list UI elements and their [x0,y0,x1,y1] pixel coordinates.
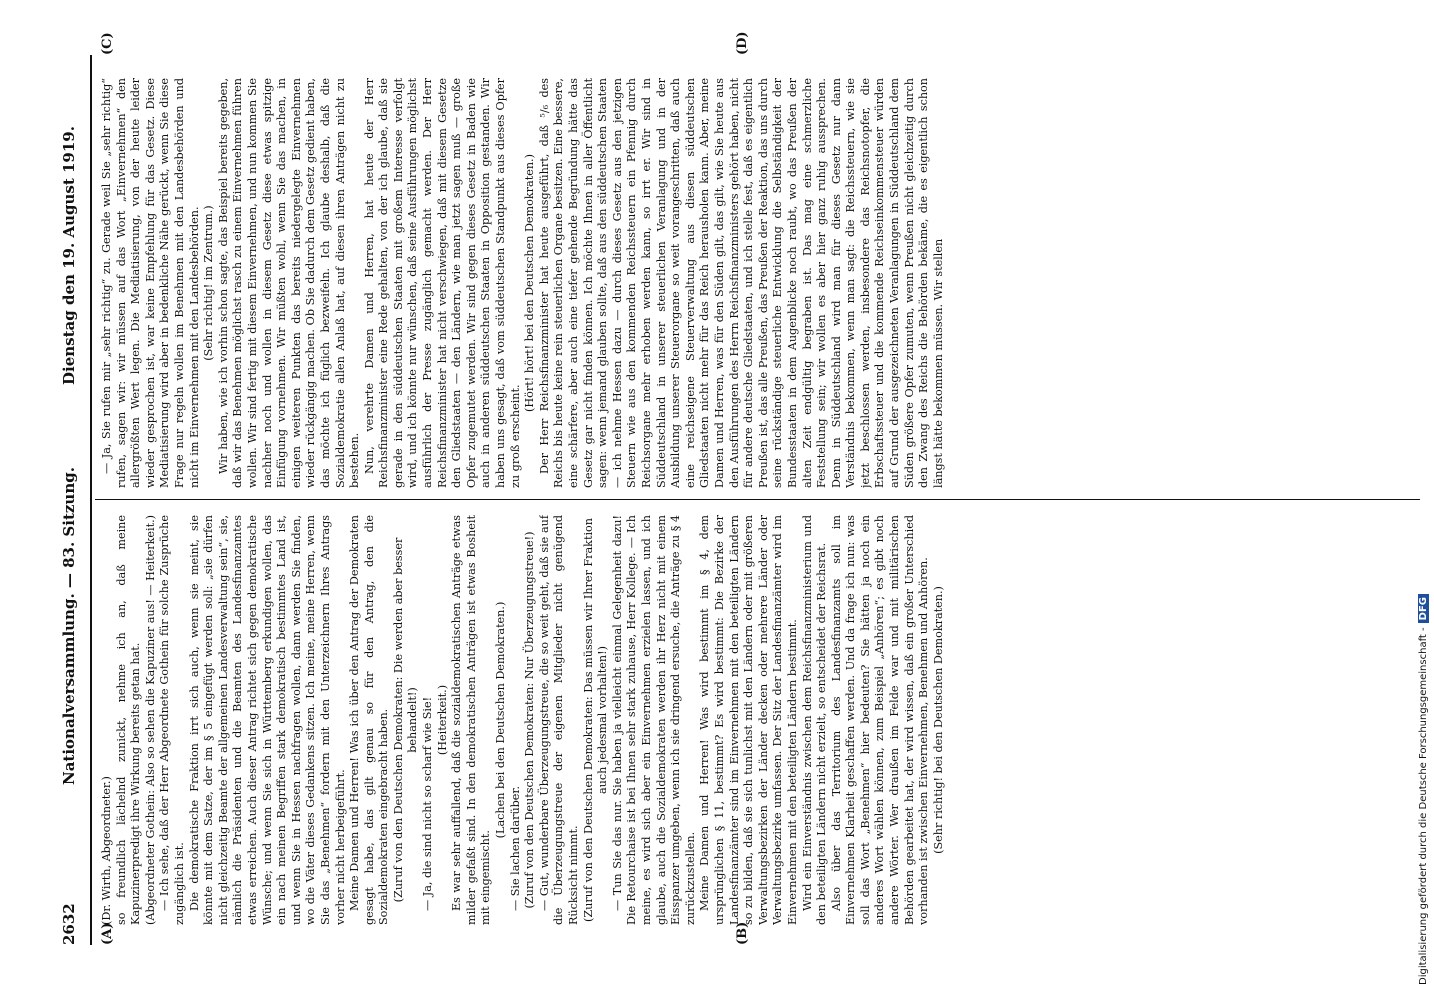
interjection: (Sehr richtig! bei den Deutschen Demokraten.) [931,586,945,854]
interjection: (Heiterkeit.) [435,684,449,756]
paragraph: Also über das Territorium des Landesfinanzamts soll im Einvernehmen Klarheit geschaffen werden. Und da frage ich nun: was soll das Wort „Benehmen“ hier bedeuten? Sie hätten ja noch ein anderes Wort wählen können, zum Beispiel „Anhören“; es gibt noch andere Wörter. Wer draußen im Felde war und mit militärischen Behörden gearbeitet hat, der wird wissen, daß ein großer Unterschied vorhanden ist zwischen Einvernehmen, Benehmen und Anhören. [829,515,931,925]
paragraph: — Gut, wunderbare Überzeugungstreue, die so weit geht, daß sie auf die Überzeugungstreue der eigenen Mitglieder nicht genügend Rücksicht nimmt. [537,515,580,925]
digitization-credit [1418,0,1432,985]
interjection: (Sehr richtig! im Zentrum.) [202,205,216,361]
interjection: (Zuruf von den Deutschen Demokraten: Die werden aber besser behandelt!) [391,537,420,903]
interjection: (Lachen bei den Deutschen Demokraten.) [494,601,508,839]
paragraph: Der Herr Reichsfinanzminister hat heute ausgeführt, daß ⁵/₆ des Reichs bis heute keine rein steuerlichen Organe besitzen. Eine bessere, eine schärfere, aber auch eine tiefer gehende Begründung hätte das Gesetz gar nicht finden können. Ich möchte Ihnen in aller Öffentlicht sagen: wenn jemand glauben sollte, daß aus den süddeutschen Staaten — ich nehme Hessen dazu — durch dieses Gesetz aus den jetzigen Steuern wie aus den kommenden Reichssteuern ein Pfennig durch Reichsorgane mehr erhoben werden kann, so irrt er. Wir sind in Süddeutschland in unserer steuerlichen Veranlagung und in der Ausbildung unserer Steuerorgane so weit vorangeschritten, daß auch eine reichseigene Steuerverwaltung aus diesen süddeutschen Gliedstaaten nicht mehr für das Reich herausholen kann. Aber, meine Damen und Herren, was für den Süden gilt, das gilt, wie Sie heute aus den Ausführungen des Herrn Reichsfinanzministers gehört haben, nicht für andere deutsche Gliedstaaten, und ich stelle fest, daß es eigentlich Preußen ist, das alle Preußen, das Preußen der Reaktion, das uns durch seine rückständige steuerliche Entwicklung die Selbständigkeit der Bundesstaaten in dem Augenblicke noch raubt, wo das Preußen der alten Zeit endgültig begraben ist. Das mag eine schmerzliche Feststellung sein; wir wollen es aber hier ganz ruhig aussprechen. Denn in Süddeutschland wird man für dieses Gesetz nur dann Verständnis bekommen, wenn man sagt: die Reichssteuern, wie sie jetzt beschlossen werden, insbesondere das Reichsnotopfer, die Erbschaftssteuer und die kommende Reichseinkommensteuer würden auf Grund der ausgezeichneten Veranlagungen in Süddeutschland dem Süden größere Opfer zumuten, wenn Preußen nicht gleichzeitig durch den Zwang des Reichs die Behörden bekäme, die es eigentlich schon längst hätte bekommen müssen. Wir stellen [537,78,945,488]
dfg-logo: DFG [1418,594,1429,623]
left-column [100,515,1420,925]
page-header [60,55,84,945]
margin-mark-c: (C) [100,32,115,55]
margin-mark-a: (A) [100,922,115,945]
paragraph: — Ich sehe, daß der Herr Abgeordnete Gothein für solche Zusprüche zugänglich ist. [158,515,186,925]
interjection: (Abgeordneter Gothein: Also so sehen die Kapuziner aus! — Heiterkeit.) [143,515,157,925]
credit-text: Digitalisierung gefördert durch die Deutsche Forschungsgemeinschaft - [1418,627,1429,985]
paragraph: Wir haben, wie ich vorhin schon sagte, das Beispiel bereits gegeben, daß wir das Benehmen möglichst rasch zu einem Einvernehmen führen wollen. Wir sind fertig mit diesem Einvernehmen, und nun kommen Sie nachher noch und wollen in diesem Gesetz diese etwas spitzige Einfügung vornehmen. Wir müßten wohl, wenn Sie das machen, in einigen weiteren Punkten das bereits niedergelegte Einvernehmen wieder rückgängig machen. Ob Sie dadurch dem Gesetz gedient haben, das möchte ich füglich bezweifeln. Ich glaube deshalb, daß die Sozialdemokratie allen Anlaß hat, auf diesen ihren Anträgen nicht zu bestehen. [216,78,362,488]
paragraph: — Sie lachen darüber. [508,785,522,911]
paragraph: (Dr. Wirth, Abgeordneter.) [100,776,113,925]
right-column [100,78,1420,488]
margin-mark-d: (D) [735,31,750,55]
paragraph: Meine Damen und Herren! Was ich über den Antrag der Demokraten gesagt habe, das gilt genau so für den Antrag, den die Sozialdemokraten eingebracht haben. [348,515,391,925]
paragraph: — Tun Sie das nur. Sie haben ja vielleicht einmal Gelegenheit dazu! Die Retourchaise ist bei Ihnen sehr stark zuhause, Herr Kollege. — Ich meine, es wird sich aber ein Einvernehmen erzielen lassen, und ich glaube, auch die Sozialdemokraten werden ihr Herz nicht mit einem Eisspanzer umgeben, wenn ich sie dringend ersuche, die Anträge zu § 4 zurückzustellen. [610,515,697,925]
session-date: Dienstag den 19. August 1919. [60,126,78,385]
interjection: (Zuruf von den Deutschen Demokraten: Das müssen wir Ihrer Fraktion auch jedesmal vorhalten!) [581,518,610,922]
paragraph: Meine Damen und Herren! Was wird bestimmt im § 4, dem ursprünglichen § 11, bestimmt? Es wird bestimmt: Die Bezirke der Landesfinanzämter sind im Einvernehmen mit den beteiligten Ländern so zu bilden, daß sie sich tunlichst mit den Ländern oder mit größeren Verwaltungsbezirken der Länder decken oder mehrere Länder oder Verwaltungsbezirke umfassen. Der Sitz der Landesfinanzämter wird im Einvernehmen mit den beteiligten Ländern bestimmt. [698,515,799,925]
header-rule [90,55,92,945]
margin-mark-b: (B) [735,921,750,945]
paragraph: Die demokratische Fraktion irrt sich auch, wenn sie meint, sie könnte mit dem Satze, der im § 5 eingefügt werden soll: „sie dürfen nicht gleichzeitig Beamte der allgemeinen Landesverwaltung sein“, sie, nämlich die Präsidenten und die Beamten des Landesfinanzamtes etwas erreichen. Auch dieser Antrag richtet sich gegen demokratische Wünsche; und wenn Sie sich in Württemberg erkundigen wollen, das ein nach meinen Begriffen stark demokratisch bestimmtes Land ist, und wenn Sie in Hessen nachfragen wollen, dann werden Sie finden, wo die Väter dieses Gedankens sitzen. Ich meine, meine Herren, wenn Sie das „Benehmen“ fordern mit den Unterzeichnern Ihres Antrags vorher nicht herbeigeführt. [187,515,347,925]
interjection: (Zuruf von den Deutschen Demokraten: Nur Überzeugungstreue!) [523,531,537,909]
paragraph: Wird ein Einverständnis zwischen dem Reichsfinanzministerium und den beteiligten Ländern nicht erzielt, so entscheidet der Reichsrat. [800,515,829,925]
column-divider [95,499,1420,500]
paragraph: — Ja, Sie rufen mir „sehr richtig“ zu. Gerade weil Sie „sehr richtig“ rufen, sagen wir: wir müssen auf das Wort „Einvernehmen“ den allergrößten Wert legen. Die Mediatisierung, von der heute leider wieder gesprochen ist, war keine Empfehlung für das Gesetz. Diese Mediatisierung wird aber in bedenkliche Nähe gerückt, wenn Sie diese Frage nur regeln wollen im Benehmen mit den Landesbehörden und nicht im Einvernehmen mit den Landesbehörden. [100,78,201,488]
paragraph: — Ja, die sind nicht so scharf wie Sie! [421,696,435,911]
interjection: (Hört! hört! bei den Deutschen Demokraten.) [523,154,537,412]
page-number: 2632 [60,903,78,945]
paragraph: so freundlich lächelnd zunickt, nehme ich an, daß meine Kapuzinerpredigt ihre Wirkung bereits getan hat. [114,515,143,925]
session-title: Nationalversammlung. — 83. Sitzung. [60,467,78,785]
paragraph: Es war sehr auffallend, daß die sozialdemokratischen Anträge etwas milder gefaßt sind. In den demokratischen Anträgen ist etwas Bosheit mit eingemischt. [450,515,493,925]
paragraph: Nun, verehrte Damen und Herren, hat heute der Herr Reichsfinanzminister eine Rede gehalten, von der ich glaube, daß sie gerade in den süddeutschen Staaten mit großem Interesse verfolgt wird, und ich könnte nur wünschen, daß seine Ausführungen möglichst ausführlich der Presse zugänglich gemacht werden. Der Herr Reichsfinanzminister hat nicht verschwiegen, daß mit diesem Gesetze den Gliedstaaten — den Ländern, wie man jetzt sagen muß — große Opfer zugemutet werden. Wir sind gegen dieses Gesetz in Baden wie auch in anderen süddeutschen Staaten in Opposition gestanden. Wir haben uns gesagt, daß vom süddeutschen Standpunkt aus dieses Opfer zu groß erscheint. [362,78,522,488]
